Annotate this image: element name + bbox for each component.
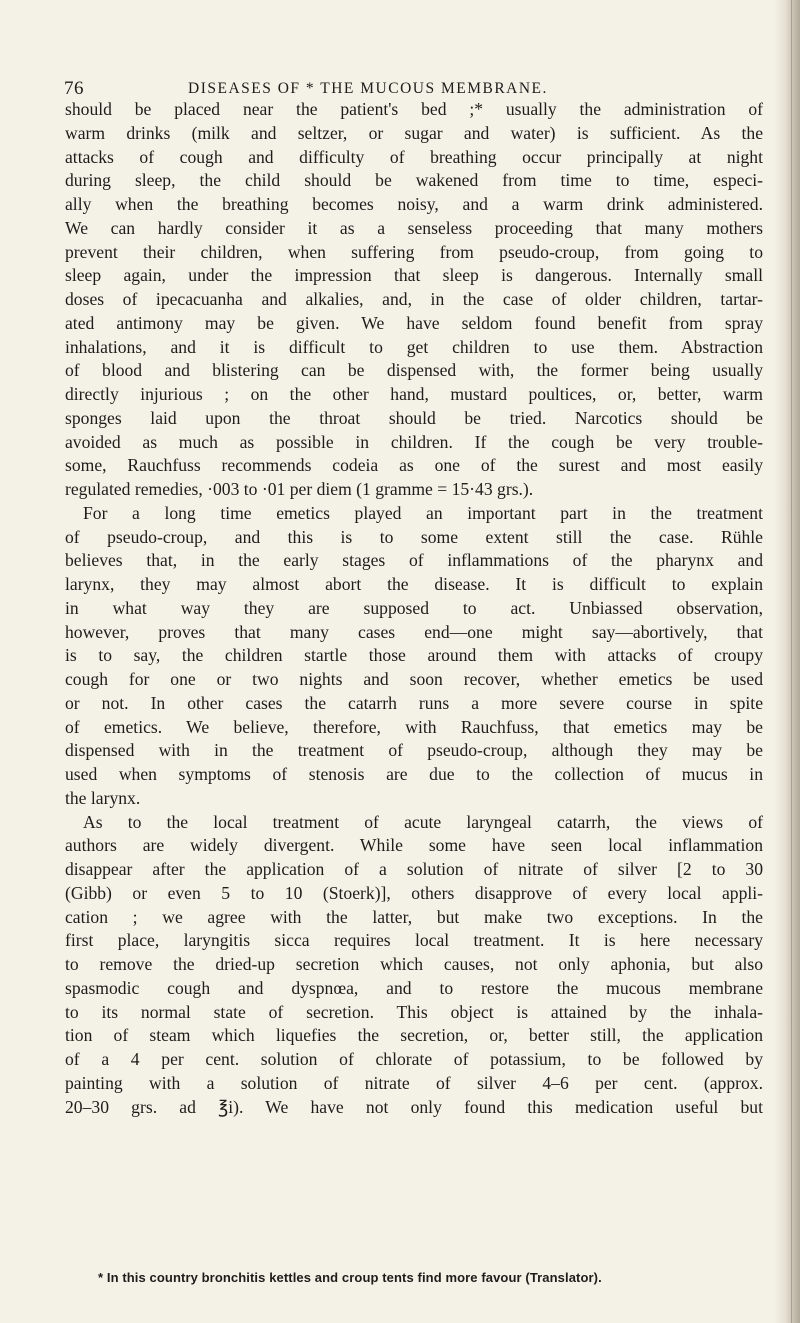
footnote: * In this country bronchitis kettles and croup tents find more favour (Translator).	[98, 1270, 602, 1285]
text-line: For a long time emetics played an important part in the treatment	[83, 502, 763, 523]
page-edge-shadow	[774, 0, 800, 1323]
text-line: or not. In other cases the catarrh runs a more severe course in spite	[65, 692, 763, 713]
paragraph	[65, 811, 763, 1120]
text-line: We can hardly consider it as a senseless proceeding that many mothers	[65, 217, 763, 238]
text-line: authors are widely divergent. While some have seen local inflammation	[65, 835, 763, 856]
text-line: believes that, in the early stages of inflammations of the pharynx and	[65, 550, 763, 571]
text-line: first place, laryngitis sicca requires local treatment. It is here necessary	[65, 930, 763, 951]
text-line: inhalations, and it is difficult to get children to use them. Abstraction	[65, 336, 763, 357]
text-line: cation ; we agree with the latter, but make two exceptions. In the	[65, 906, 763, 927]
text-line: dispensed with in the treatment of pseudo-croup, although they may be	[65, 740, 763, 761]
page-number: 76	[64, 78, 84, 99]
text-line: doses of ipecacuanha and alkalies, and, in the case of older children, tartar-	[65, 289, 763, 309]
text-line: 20–30 grs. ad ℥i). We have not only found this medication useful but	[65, 1096, 763, 1117]
text-line: warm drinks (milk and seltzer, or sugar and water) is sufficient. As the	[65, 122, 763, 143]
text-line: directly injurious ; on the other hand, mustard poultices, or, better, warm	[65, 384, 763, 404]
text-line: of a 4 per cent. solution of chlorate of potassium, to be followed by	[65, 1049, 763, 1069]
paragraph	[65, 98, 763, 502]
text-line: (Gibb) or even 5 to 10 (Stoerk)], others disapprove of every local appli-	[65, 882, 763, 903]
text-line: of blood and blistering can be dispensed with, the former being usually	[65, 360, 763, 381]
body-text	[65, 98, 763, 1119]
text-line: of pseudo-croup, and this is to some extent still the case. Rühle	[65, 526, 763, 547]
text-line: cough for one or two nights and soon recover, whether emetics be used	[65, 669, 763, 689]
header-title: DISEASES OF * THE MUCOUS MEMBRANE.	[188, 80, 548, 97]
text-line: however, proves that many cases end—one might say—abortively, that	[65, 621, 763, 642]
running-head	[64, 78, 754, 100]
text-line: the larynx.	[65, 787, 141, 808]
text-line: spasmodic cough and dyspnœa, and to restore the mucous membrane	[65, 977, 763, 998]
text-line: of emetics. We believe, therefore, with Rauchfuss, that emetics may be	[65, 716, 763, 737]
text-line: regulated remedies, ·003 to ·01 per diem (1 gramme = 15·43 grs.).	[65, 479, 534, 499]
text-line: during sleep, the child should be wakened from time to time, especi-	[65, 170, 763, 191]
text-line: some, Rauchfuss recommends codeia as one of the surest and most easily	[65, 455, 763, 476]
text-line: ated antimony may be given. We have seldom found benefit from spray	[65, 312, 763, 333]
text-line: is to say, the children startle those around them with attacks of croupy	[65, 645, 763, 666]
text-line: should be placed near the patient's bed ;* usually the administration of	[65, 99, 763, 119]
text-line: painting with a solution of nitrate of silver 4–6 per cent. (approx.	[65, 1072, 763, 1093]
text-line: sponges laid upon the throat should be tried. Narcotics should be	[65, 407, 763, 428]
text-line: larynx, they may almost abort the disease. It is difficult to explain	[65, 574, 763, 594]
text-line: As to the local treatment of acute laryngeal catarrh, the views of	[83, 811, 763, 832]
text-line: avoided as much as possible in children. If the cough be very trouble-	[65, 431, 763, 452]
paragraph	[65, 502, 763, 811]
text-line: in what way they are supposed to act. Unbiassed observation,	[65, 597, 763, 618]
text-line: attacks of cough and difficulty of breathing occur principally at night	[65, 146, 763, 167]
text-line: tion of steam which liquefies the secretion, or, better still, the application	[65, 1025, 763, 1046]
text-line: used when symptoms of stenosis are due to the collection of mucus in	[65, 764, 763, 784]
text-line: to remove the dried-up secretion which causes, not only aphonia, but also	[65, 954, 763, 974]
text-line: to its normal state of secretion. This object is attained by the inhala-	[65, 1001, 763, 1022]
text-line: sleep again, under the impression that sleep is dangerous. Internally small	[65, 265, 763, 286]
text-line: disappear after the application of a solution of nitrate of silver [2 to 30	[65, 859, 763, 879]
page-edge-line	[791, 0, 792, 1323]
text-line: ally when the breathing becomes noisy, and a warm drink administered.	[65, 194, 763, 214]
text-line: prevent their children, when suffering from pseudo-croup, from going to	[65, 241, 763, 262]
